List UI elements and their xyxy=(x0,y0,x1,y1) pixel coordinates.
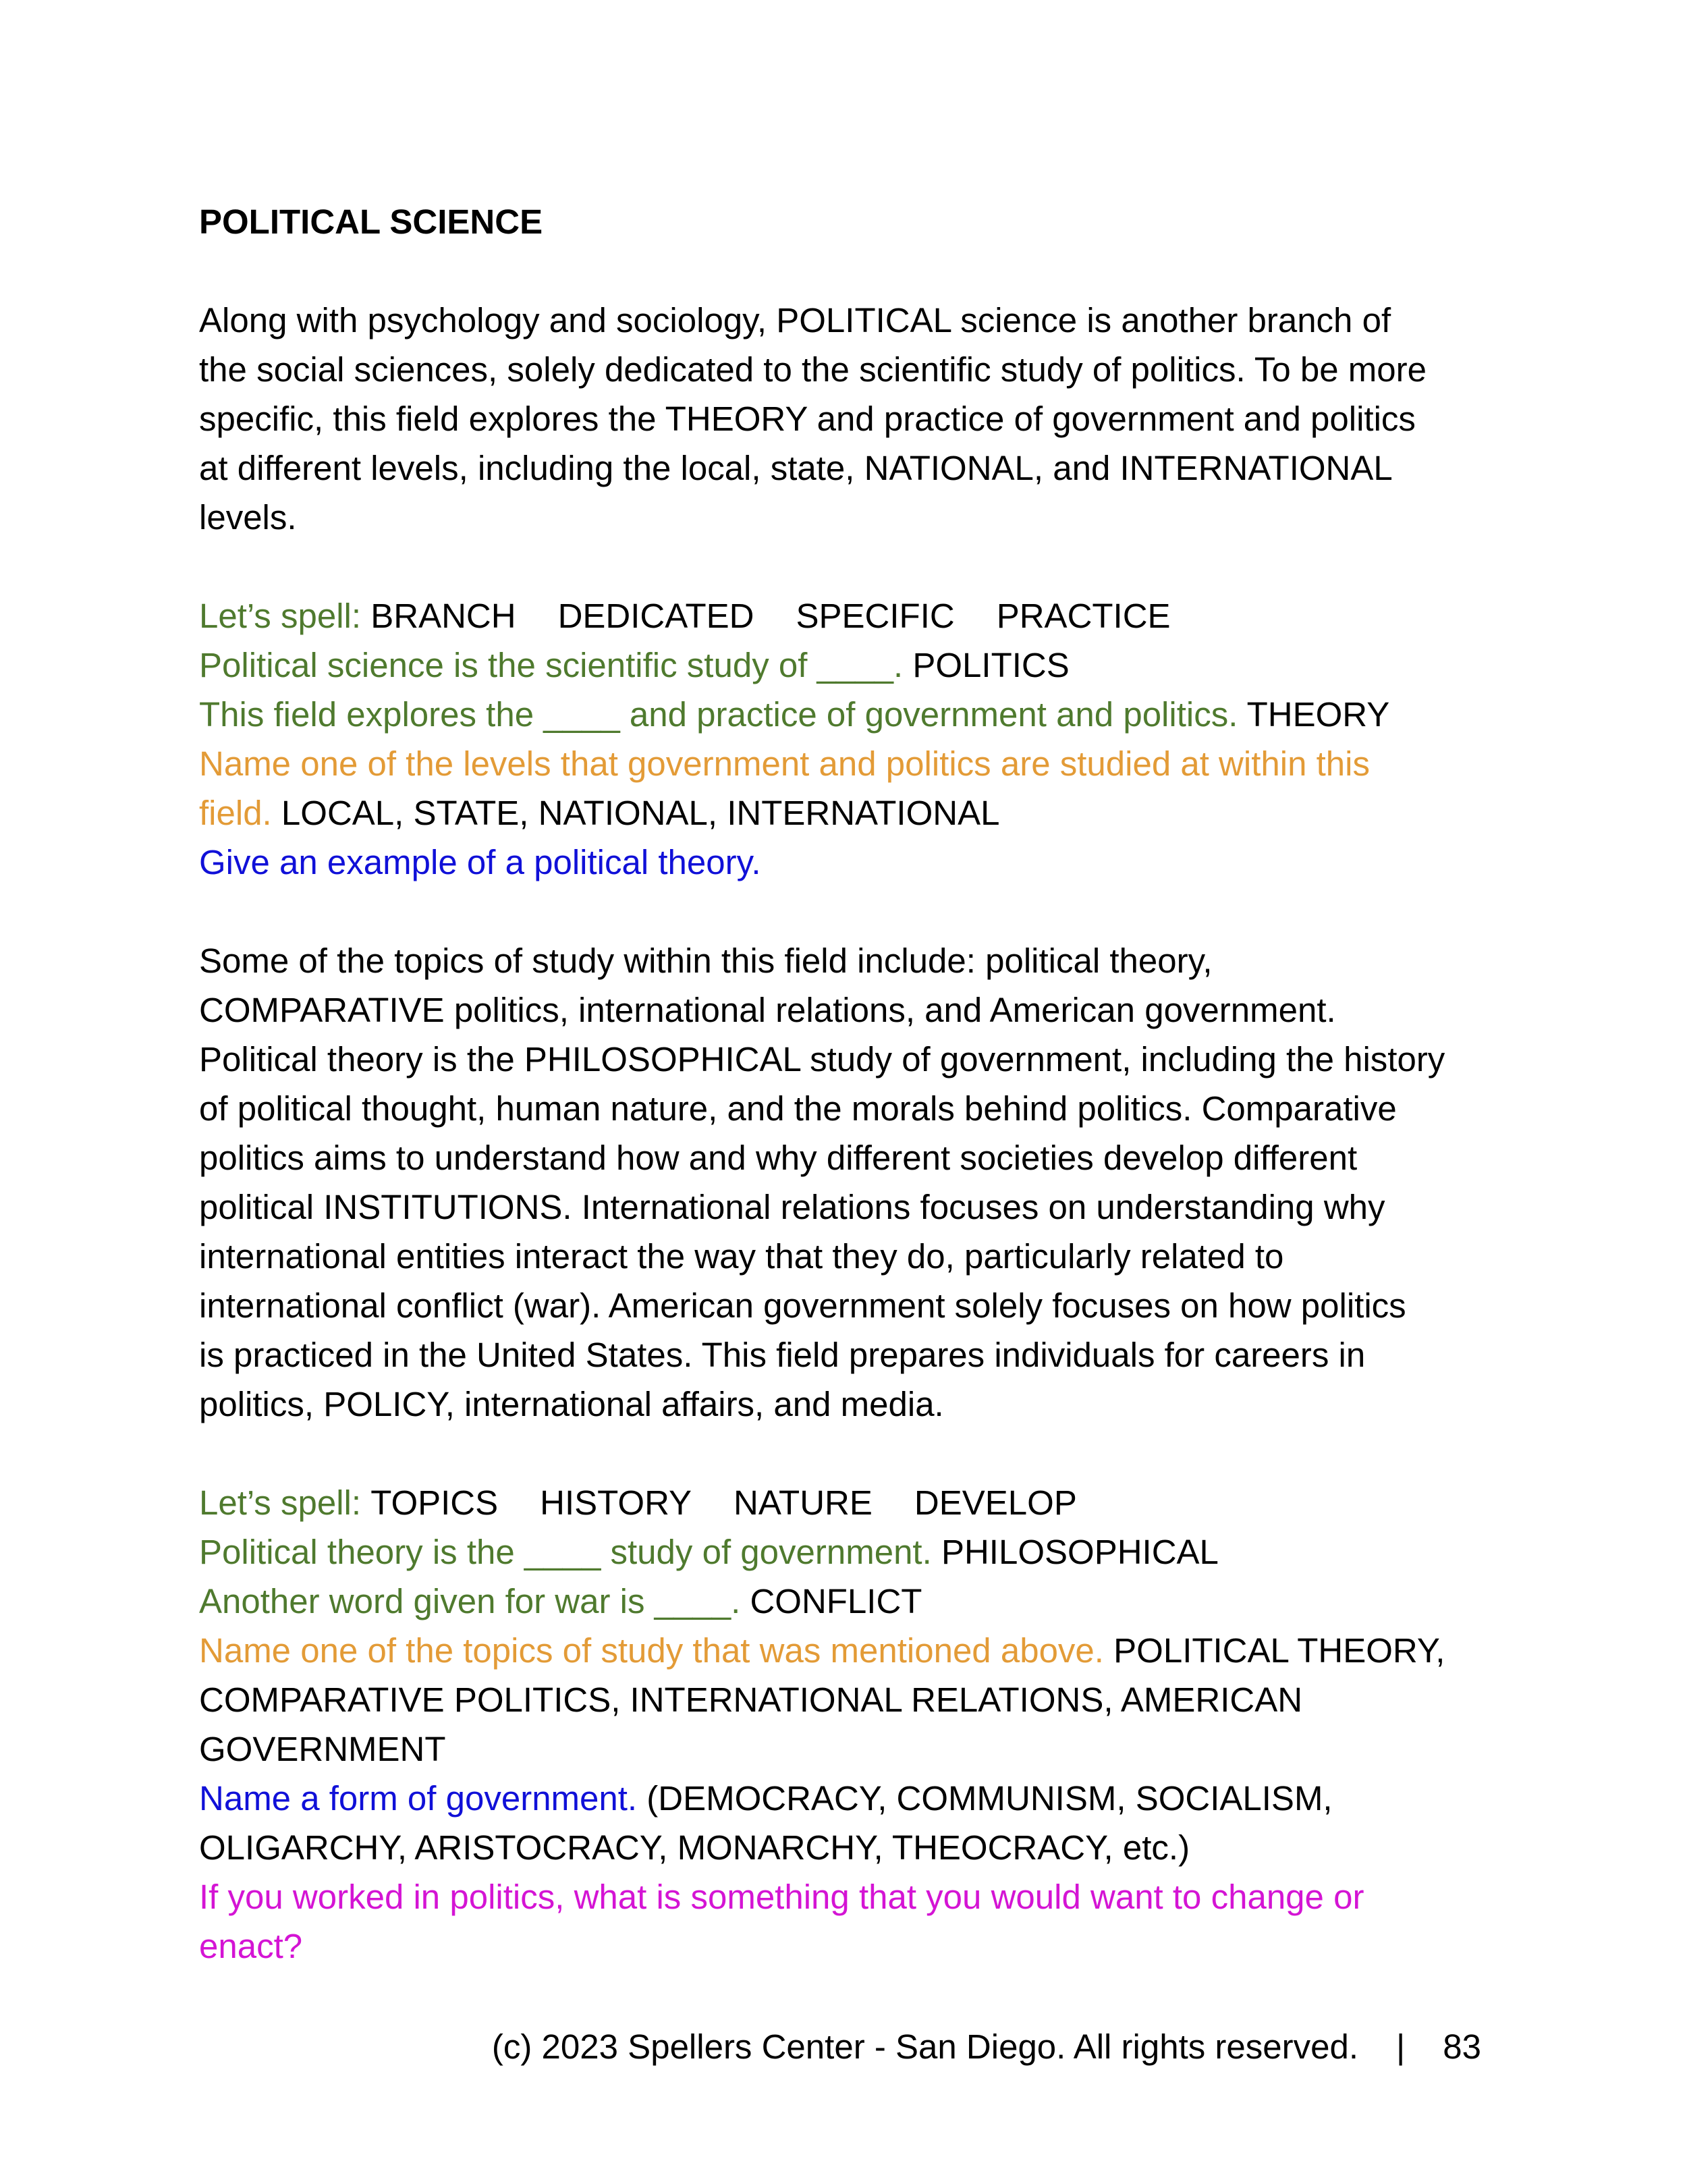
paragraph-line: politics aims to understand how and why different societies develop different xyxy=(199,1139,1358,1177)
spell-prompt: Let’s spell: xyxy=(199,1483,362,1522)
spell-word: HISTORY xyxy=(540,1483,692,1522)
spell-row xyxy=(199,1478,1522,1527)
question-answer: COMPARATIVE POLITICS, INTERNATIONAL RELATIONS, AMERICAN xyxy=(199,1681,1303,1719)
page-number: 83 xyxy=(1443,2027,1481,2066)
spell-word: DEDICATED xyxy=(557,597,754,635)
question-prompt: If you worked in politics, what is something that you would want to change or xyxy=(199,1878,1364,1916)
question-answer: POLITICAL THEORY, xyxy=(1113,1631,1445,1670)
question-prompt: Political theory is the ____ study of government. xyxy=(199,1533,932,1571)
question-row xyxy=(199,1774,1522,1823)
page-content xyxy=(199,197,1522,1971)
paragraph-line: of political thought, human nature, and the morals behind politics. Comparative xyxy=(199,1089,1397,1128)
spell-word: BRANCH xyxy=(370,597,516,635)
question-row xyxy=(199,788,1522,838)
question-row xyxy=(199,1527,1522,1577)
footer-separator: | xyxy=(1396,2027,1406,2066)
question-prompt: Name one of the topics of study that was mentioned above. xyxy=(199,1631,1104,1670)
paragraph-line: specific, this field explores the THEORY and practice of government and politics xyxy=(199,400,1416,438)
paragraph-line: levels. xyxy=(199,498,297,537)
question-row xyxy=(199,1626,1522,1675)
paragraph-line: at different levels, including the local, state, NATIONAL, and INTERNATIONAL xyxy=(199,449,1393,487)
paragraph-line: political INSTITUTIONS. International relations focuses on understanding why xyxy=(199,1188,1385,1226)
question-answer: CONFLICT xyxy=(750,1582,922,1620)
question-prompt: Another word given for war is ____. xyxy=(199,1582,741,1620)
question-answer: THEORY xyxy=(1246,695,1390,734)
exercise-section-1 xyxy=(199,591,1522,887)
question-prompt: This field explores the ____ and practice of government and politics. xyxy=(199,695,1238,734)
paragraph-line: COMPARATIVE politics, international relations, and American government. xyxy=(199,991,1336,1029)
question-prompt: field. xyxy=(199,794,272,832)
question-answer: LOCAL, STATE, NATIONAL, INTERNATIONAL xyxy=(281,794,1000,832)
question-answer: POLITICS xyxy=(912,646,1070,684)
spell-word: TOPICS xyxy=(370,1483,499,1522)
paragraph-1 xyxy=(199,296,1522,542)
paragraph-line: is practiced in the United States. This field prepares individuals for careers in xyxy=(199,1336,1366,1374)
question-answer: OLIGARCHY, ARISTOCRACY, MONARCHY, THEOCRACY, etc.) xyxy=(199,1828,1190,1867)
paragraph-line: the social sciences, solely dedicated to the scientific study of politics. To be more xyxy=(199,350,1427,389)
spell-row xyxy=(199,591,1522,640)
spell-word: SPECIFIC xyxy=(796,597,955,635)
spell-prompt: Let’s spell: xyxy=(199,597,362,635)
paragraph-line: international entities interact the way that they do, particularly related to xyxy=(199,1237,1284,1276)
question-prompt: Name a form of government. xyxy=(199,1779,638,1818)
page-footer xyxy=(492,2022,1481,2071)
question-row xyxy=(199,690,1522,739)
question-answer: GOVERNMENT xyxy=(199,1730,446,1768)
spell-word: PRACTICE xyxy=(996,597,1171,635)
spell-word: DEVELOP xyxy=(914,1483,1077,1522)
question-row xyxy=(199,640,1522,690)
exercise-section-2 xyxy=(199,1478,1522,1971)
question-answer: PHILOSOPHICAL xyxy=(941,1533,1219,1571)
question-prompt: Give an example of a political theory. xyxy=(199,843,761,881)
question-row xyxy=(199,1577,1522,1626)
paragraph-line: politics, POLICY, international affairs, and media. xyxy=(199,1385,944,1423)
copyright-text: (c) 2023 Spellers Center - San Diego. All rights reserved. xyxy=(491,2027,1359,2066)
spell-word: NATURE xyxy=(734,1483,873,1522)
paragraph-2 xyxy=(199,936,1522,1429)
paragraph-line: Political theory is the PHILOSOPHICAL study of government, including the history xyxy=(199,1040,1445,1079)
paragraph-line: Along with psychology and sociology, POLITICAL science is another branch of xyxy=(199,301,1391,339)
paragraph-line: Some of the topics of study within this field include: political theory, xyxy=(199,941,1213,980)
question-prompt: Name one of the levels that government and politics are studied at within this xyxy=(199,744,1370,783)
page-title: POLITICAL SCIENCE xyxy=(199,202,543,241)
question-answer: (DEMOCRACY, COMMUNISM, SOCIALISM, xyxy=(646,1779,1333,1818)
question-prompt: Political science is the scientific study of ____. xyxy=(199,646,904,684)
question-prompt: enact? xyxy=(199,1927,303,1965)
paragraph-line: international conflict (war). American government solely focuses on how politics xyxy=(199,1286,1406,1325)
